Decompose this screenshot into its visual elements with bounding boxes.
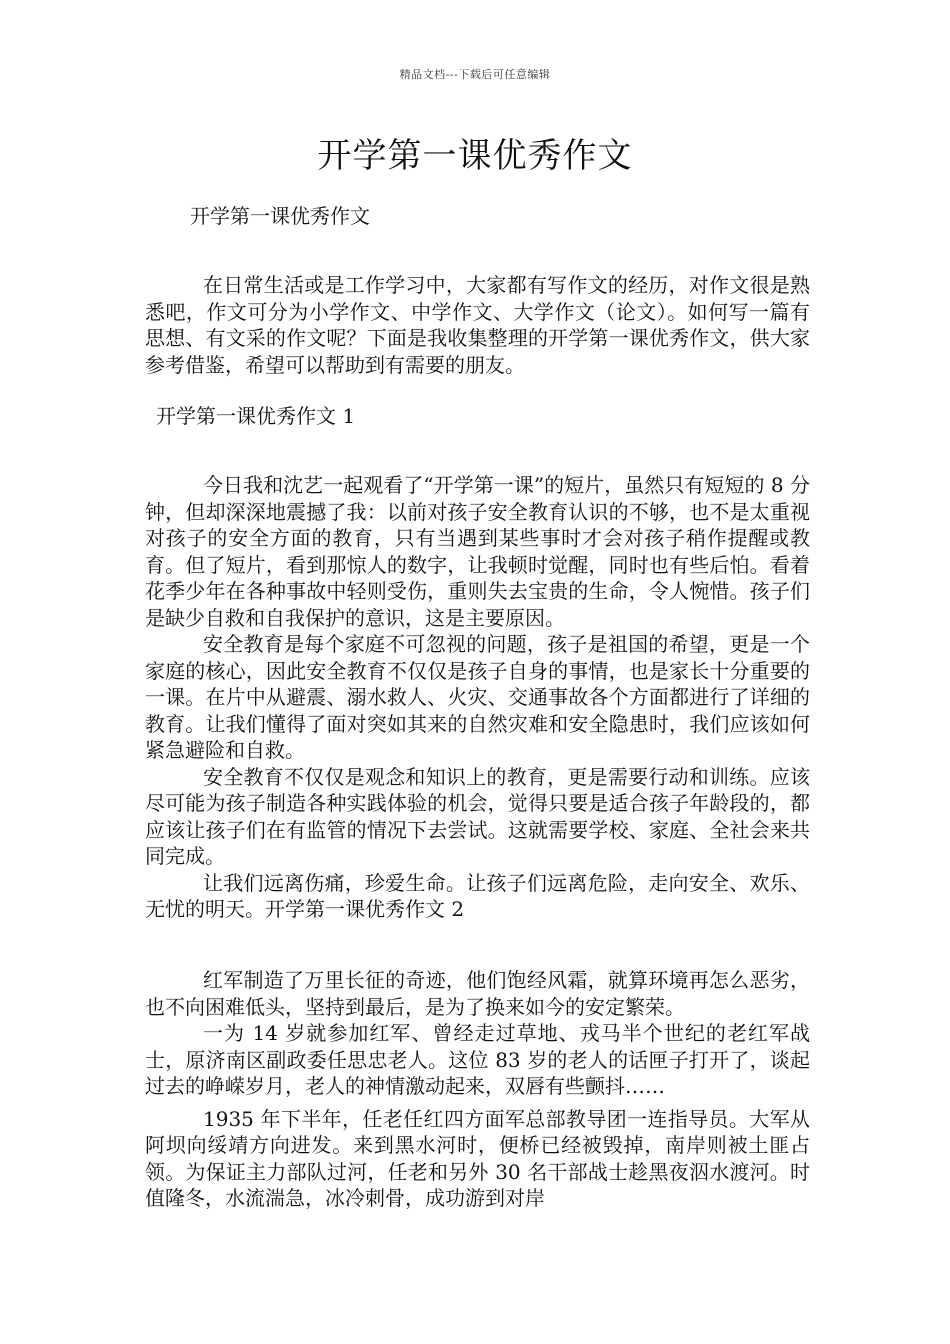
intro-paragraph: 在日常生活或是工作学习中，大家都有写作文的经历，对作文很是熟悉吧，作文可分为小学作文、中学作文、大学作文（论文）。如何写一篇有思想、有文采的作文呢？下面是我收集整理的开学第一课优秀作文，供大家参考借鉴，希望可以帮助到有需要的朋友。 <box>145 273 810 377</box>
essay1-paragraph: 让我们远离伤痛，珍爱生命。让孩子们远离危险，走向安全、欢乐、无忧的明天。开学第一课优秀作文 2 <box>145 870 810 921</box>
essay2-paragraph: 一为 14 岁就参加红军、曾经走过草地、戎马半个世纪的老红军战士，原济南区副政委任思忠老人。这位 83 岁的老人的话匣子打开了，谈起过去的峥嵘岁月，老人的神情激动起来，双唇有些颤抖…… <box>145 1021 810 1098</box>
essay2-paragraph: 1935 年下半年，任老任红四方面军总部教导团一连指导员。大军从阿坝向绥靖方向进发。来到黑水河时，便桥已经被毁掉，南岸则被土匪占领。为保证主力部队过河，任老和另外 30 名干部战士趁黑夜泅水渡河。时值隆冬，水流湍急，冰冷刺骨，成功游到对岸 <box>145 1106 810 1210</box>
document-subtitle: 开学第一课优秀作文 <box>190 204 370 228</box>
intro-section <box>145 272 810 378</box>
essay2-section <box>145 967 810 1212</box>
document-title: 开学第一课优秀作文 <box>317 136 633 176</box>
header-note: 精品文档---下载后可任意编辑 <box>399 68 551 81</box>
essay1-paragraph: 安全教育不仅仅是观念和知识上的教育，更是需要行动和训练。应该尽可能为孩子制造各种实践体验的机会，觉得只要是适合孩子年龄段的，都应该让孩子们在有监管的情况下去尝试。这就需要学校、家庭、全社会来共同完成。 <box>145 764 810 868</box>
essay1-paragraph: 安全教育是每个家庭不可忽视的问题，孩子是祖国的希望，更是一个家庭的核心，因此安全教育不仅仅是孩子自身的事情，也是家长十分重要的一课。在片中从避震、溺水救人、火灾、交通事故各个方面都进行了详细的教育。让我们懂得了面对突如其来的自然灾难和安全隐患时，我们应该如何紧急避险和自救。 <box>145 632 810 762</box>
essay1-paragraph: 今日我和沈艺一起观看了“开学第一课”的短片，虽然只有短短的 8 分钟，但却深深地震撼了我：以前对孩子安全教育认识的不够，也不是太重视对孩子的安全方面的教育，只有当遇到某些事时才会对孩子稍作提醒或教育。但了短片，看到那惊人的数字，让我顿时觉醒，同时也有些后怕。看着花季少年在各种事故中轻则受伤，重则失去宝贵的生命，令人惋惜。孩子们是缺少自救和自我保护的意识，这是主要原因。 <box>145 473 810 630</box>
essay1-section <box>145 472 810 923</box>
essay1-heading: 开学第一课优秀作文 1 <box>156 404 356 428</box>
essay2-paragraph: 红军制造了万里长征的奇迹，他们饱经风霜，就算环境再怎么恶劣，也不向困难低头，坚持到最后，是为了换来如今的安定繁荣。 <box>145 968 810 1019</box>
